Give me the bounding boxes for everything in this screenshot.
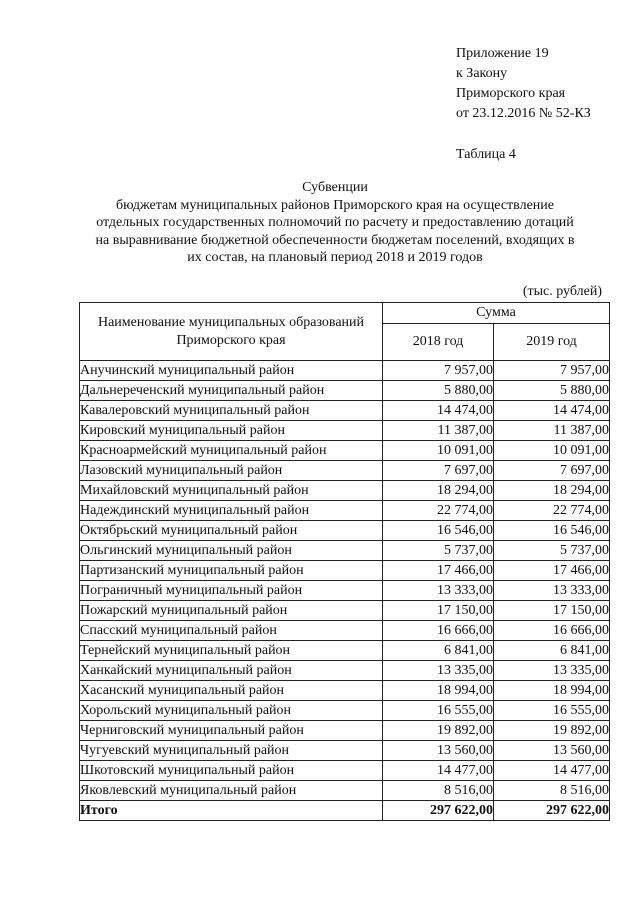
amount-2018: 7 957,00	[383, 361, 494, 381]
table-row	[80, 681, 610, 701]
amount-2018: 16 555,00	[383, 701, 494, 721]
appendix-reference	[456, 44, 591, 124]
amount-2018: 18 294,00	[383, 481, 494, 501]
amount-2019: 5 737,00	[494, 541, 610, 561]
table-row	[80, 741, 610, 761]
district-name: Надеждинский муниципальный район	[80, 501, 383, 521]
amount-2018: 10 091,00	[383, 441, 494, 461]
amount-2019: 17 150,00	[494, 601, 610, 621]
table-row	[80, 361, 610, 381]
amount-2019: 14 474,00	[494, 401, 610, 421]
district-name: Итого	[80, 801, 383, 821]
table-row	[80, 481, 610, 501]
table-row	[80, 701, 610, 721]
units-label: (тыс. рублей)	[522, 284, 602, 299]
district-name: Черниговский муниципальный район	[80, 721, 383, 741]
district-name: Яковлевский муниципальный район	[80, 781, 383, 801]
amount-2019: 16 546,00	[494, 521, 610, 541]
amount-2019: 13 333,00	[494, 581, 610, 601]
amount-2018: 19 892,00	[383, 721, 494, 741]
table-row	[80, 381, 610, 401]
amount-2018: 11 387,00	[383, 421, 494, 441]
district-name: Хасанский муниципальный район	[80, 681, 383, 701]
district-name: Пожарский муниципальный район	[80, 601, 383, 621]
title-line: бюджетам муниципальных районов Приморского края на осуществление	[116, 197, 554, 213]
title-line: Субвенции	[302, 180, 368, 195]
amount-2019: 16 666,00	[494, 621, 610, 641]
district-name: Лазовский муниципальный район	[80, 461, 383, 481]
amount-2019: 10 091,00	[494, 441, 610, 461]
table-total-row	[80, 801, 610, 821]
title-line: их состав, на плановый период 2018 и 2019 годов	[187, 250, 483, 266]
amount-2019: 5 880,00	[494, 381, 610, 401]
amount-2019: 18 994,00	[494, 681, 610, 701]
header-sum: Сумма	[383, 303, 610, 324]
table-row	[80, 461, 610, 481]
table-row	[80, 621, 610, 641]
amount-2019: 13 335,00	[494, 661, 610, 681]
amount-2018: 14 474,00	[383, 401, 494, 421]
amount-2019: 7 697,00	[494, 461, 610, 481]
district-name: Партизанский муниципальный район	[80, 561, 383, 581]
amount-2019: 18 294,00	[494, 481, 610, 501]
district-name: Октябрьский муниципальный район	[80, 521, 383, 541]
amount-2019: 11 387,00	[494, 421, 610, 441]
district-name: Хорольский муниципальный район	[80, 701, 383, 721]
amount-2019: 14 477,00	[494, 761, 610, 781]
table-row	[80, 641, 610, 661]
table-row	[80, 721, 610, 741]
district-name: Михайловский муниципальный район	[80, 481, 383, 501]
header-year-2018: 2018 год	[383, 324, 494, 361]
amount-2018: 8 516,00	[383, 781, 494, 801]
amount-2018: 17 150,00	[383, 601, 494, 621]
table-row	[80, 781, 610, 801]
district-name: Тернейский муниципальный район	[80, 641, 383, 661]
amount-2018: 16 546,00	[383, 521, 494, 541]
table-row	[80, 661, 610, 681]
amount-2018: 297 622,00	[383, 801, 494, 821]
amount-2018: 13 560,00	[383, 741, 494, 761]
table-row	[80, 561, 610, 581]
table-body	[80, 361, 610, 821]
amount-2018: 22 774,00	[383, 501, 494, 521]
table-row	[80, 401, 610, 421]
district-name: Дальнереченский муниципальный район	[80, 381, 383, 401]
table-row	[80, 421, 610, 441]
title-line: отдельных государственных полномочий по расчету и предоставлению дотаций	[96, 215, 574, 231]
title-line: на выравнивание бюджетной обеспеченности бюджетам поселений, входящих в	[95, 232, 575, 248]
table-row	[80, 441, 610, 461]
table-number: Таблица 4	[456, 147, 516, 162]
amount-2019: 16 555,00	[494, 701, 610, 721]
amount-2019: 17 466,00	[494, 561, 610, 581]
amount-2018: 7 697,00	[383, 461, 494, 481]
amount-2018: 13 333,00	[383, 581, 494, 601]
district-name: Ольгинский муниципальный район	[80, 541, 383, 561]
amount-2018: 14 477,00	[383, 761, 494, 781]
district-name: Чугуевский муниципальный район	[80, 741, 383, 761]
district-name: Пограничный муниципальный район	[80, 581, 383, 601]
appendix-line: от 23.12.2016 № 52-КЗ	[456, 106, 591, 121]
district-name: Красноармейский муниципальный район	[80, 441, 383, 461]
amount-2019: 6 841,00	[494, 641, 610, 661]
document-title	[60, 179, 610, 267]
amount-2019: 297 622,00	[494, 801, 610, 821]
table-row	[80, 521, 610, 541]
amount-2018: 18 994,00	[383, 681, 494, 701]
amount-2019: 7 957,00	[494, 361, 610, 381]
appendix-line: Приморского края	[456, 86, 566, 101]
subsidies-table	[79, 302, 610, 821]
amount-2018: 6 841,00	[383, 641, 494, 661]
district-name: Анучинский муниципальный район	[80, 361, 383, 381]
table-row	[80, 581, 610, 601]
district-name: Кировский муниципальный район	[80, 421, 383, 441]
district-name: Кавалеровский муниципальный район	[80, 401, 383, 421]
amount-2019: 13 560,00	[494, 741, 610, 761]
amount-2018: 5 737,00	[383, 541, 494, 561]
amount-2018: 5 880,00	[383, 381, 494, 401]
amount-2019: 8 516,00	[494, 781, 610, 801]
amount-2018: 16 666,00	[383, 621, 494, 641]
amount-2018: 17 466,00	[383, 561, 494, 581]
district-name: Шкотовский муниципальный район	[80, 761, 383, 781]
table-row	[80, 761, 610, 781]
appendix-line: к Закону	[456, 66, 508, 81]
district-name: Спасский муниципальный район	[80, 621, 383, 641]
district-name: Ханкайский муниципальный район	[80, 661, 383, 681]
amount-2019: 19 892,00	[494, 721, 610, 741]
amount-2018: 13 335,00	[383, 661, 494, 681]
amount-2019: 22 774,00	[494, 501, 610, 521]
table-row	[80, 501, 610, 521]
header-name: Наименование муниципальных образований Приморского края	[80, 303, 383, 361]
header-year-2019: 2019 год	[494, 324, 610, 361]
table-row	[80, 541, 610, 561]
appendix-line: Приложение 19	[456, 46, 549, 61]
table-row	[80, 601, 610, 621]
